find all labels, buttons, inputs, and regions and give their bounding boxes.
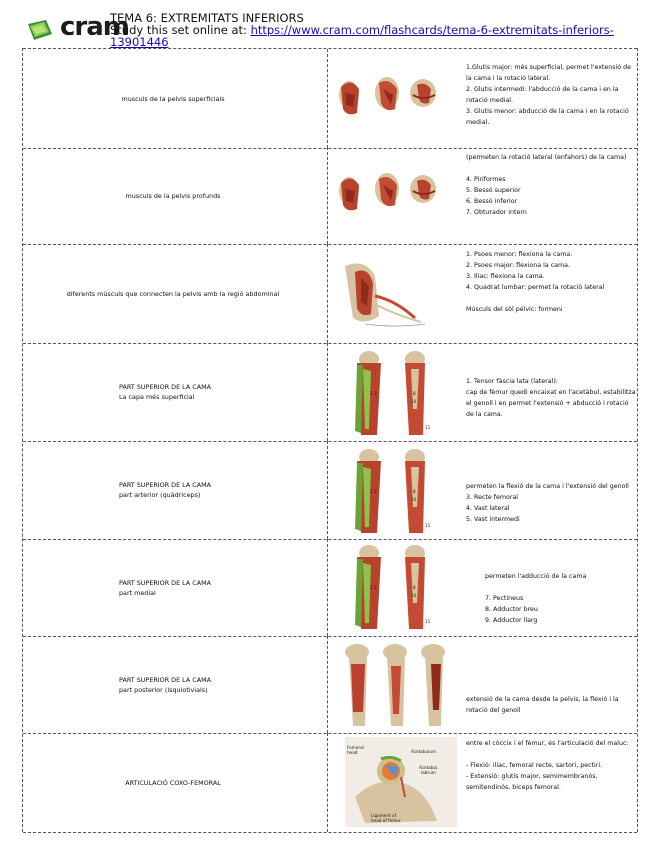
card-term-text: PART SUPERIOR DE LA CAMA part posterior (isquiotivials) bbox=[119, 675, 211, 694]
quadriceps-image bbox=[349, 447, 439, 537]
flashcard bbox=[23, 733, 637, 833]
svg-text:2: 2 bbox=[370, 489, 373, 494]
svg-text:3: 3 bbox=[374, 489, 377, 494]
label-ligament: Ligament of bbox=[371, 813, 397, 818]
deep-pelvis-muscles-image bbox=[333, 161, 443, 225]
gluteal-muscles-image bbox=[333, 65, 443, 127]
card-term-text: musculs de la pelvis profunds bbox=[125, 191, 221, 200]
svg-text:11: 11 bbox=[425, 619, 431, 624]
svg-text:10: 10 bbox=[411, 399, 417, 404]
label-acetabular-labrum: Acetabul. bbox=[419, 765, 439, 770]
flashcard bbox=[23, 147, 637, 245]
card-term bbox=[23, 733, 323, 832]
svg-text:2: 2 bbox=[370, 585, 373, 590]
card-divider bbox=[327, 441, 328, 539]
psoas-iliac-image bbox=[335, 256, 435, 332]
card-term-text: PART SUPERIOR DE LA CAMA part medial bbox=[119, 578, 211, 597]
card-definition: (permeten la rotació lateral (enfahors) de la cama) 4. Piriformes 5. Bessó superior 6. Bessó inferior 7. Obturador intern bbox=[466, 154, 627, 216]
card-term-text: diferents mùsculs que connecten la pelvis amb la regió abdominal bbox=[66, 289, 280, 298]
flashcard bbox=[23, 441, 637, 540]
card-term bbox=[23, 441, 323, 539]
hamstrings-image bbox=[339, 642, 451, 730]
svg-text:10: 10 bbox=[411, 593, 417, 598]
flashcard bbox=[23, 343, 637, 442]
card-divider bbox=[327, 539, 328, 636]
card-term-text: PART SUPERIOR DE LA CAMA La capa més superficial bbox=[119, 383, 211, 401]
flashcard bbox=[23, 244, 637, 344]
card-term bbox=[23, 49, 323, 148]
card-term bbox=[23, 147, 323, 244]
card-divider bbox=[327, 49, 328, 148]
cram-logo-text: cram bbox=[60, 12, 129, 42]
page-header bbox=[24, 10, 644, 50]
cram-logo[interactable] bbox=[24, 12, 129, 46]
card-term-text: PART SUPERIOR DE LA CAMA part arterior (quàdriceps) bbox=[119, 481, 211, 499]
card-definition: permeten l'adducció de la cama 7. Pectineus 8. Adductor breu 9. Adductor llarg bbox=[485, 573, 587, 624]
thigh-medial-image bbox=[349, 543, 439, 633]
card-term bbox=[23, 539, 323, 636]
svg-text:11: 11 bbox=[425, 523, 431, 528]
study-online-line bbox=[110, 24, 630, 48]
svg-text:11: 11 bbox=[425, 425, 431, 430]
card-divider bbox=[327, 733, 328, 832]
svg-text:8: 8 bbox=[413, 585, 416, 590]
svg-text:3: 3 bbox=[374, 391, 377, 396]
study-prefix: Study this set online at: bbox=[110, 23, 251, 37]
card-definition: entre el còccix i el fèmur, és l'articulació del maluc: - Flexió: iliac, femoral recte, sartori, pectiri. - Extensió: glutis major, semimembranós, semitendinós, biceps femoral. bbox=[466, 740, 629, 791]
card-term-text: ARTICULACIÓ COXO-FEMORAL bbox=[125, 778, 221, 787]
card-definition: 1. Psoes menor: flexiona la cama. 2. Psoes major: flexiona la cama. 3. Iliac: flexiona la cama. 4. Quadrat lumbar: permet la rotació lateral Músculs del sòl pélvic: formeni bbox=[466, 251, 605, 313]
svg-text:10: 10 bbox=[411, 497, 417, 502]
svg-text:8: 8 bbox=[413, 391, 416, 396]
card-divider bbox=[327, 244, 328, 343]
card-divider bbox=[327, 147, 328, 244]
flashcard-sheet bbox=[22, 48, 638, 832]
cram-logo-icon bbox=[26, 18, 54, 42]
flashcard bbox=[23, 636, 637, 734]
hip-joint-image bbox=[345, 737, 457, 827]
svg-text:labrum: labrum bbox=[421, 770, 436, 775]
card-term bbox=[23, 343, 323, 441]
svg-text:head of femur: head of femur bbox=[371, 818, 401, 823]
flashcard bbox=[23, 539, 637, 637]
card-term bbox=[23, 244, 323, 343]
svg-text:2: 2 bbox=[370, 391, 373, 396]
svg-text:3: 3 bbox=[374, 585, 377, 590]
svg-text:head: head bbox=[347, 750, 358, 755]
card-term-text: musculs de la pelvis superficials bbox=[121, 94, 225, 103]
card-definition: 1. Tensor fàscia lata (lateral): cap de fèmur quedi encaixat en l'acetàbul, estabilitza el genoll i en permet l'extensió + abducció i rotació de la cama. bbox=[466, 378, 636, 418]
study-link[interactable]: https://www.cram.com/flashcards/tema-6-extremitats-inferiors-13901446 bbox=[110, 23, 614, 49]
svg-text:8: 8 bbox=[413, 489, 416, 494]
card-divider bbox=[327, 343, 328, 441]
page-title: TEMA 6: EXTREMITATS INFERIORS bbox=[110, 11, 304, 25]
label-femoral-head: Femoral bbox=[347, 745, 364, 750]
card-definition: permeten la flexió de la cama i l'extensió del genoll 3. Recte femoral 4. Vast lateral 5. Vast intermedi bbox=[466, 483, 629, 523]
label-acetabulum: Acetabulum bbox=[411, 749, 437, 754]
card-divider bbox=[327, 636, 328, 733]
flashcard bbox=[23, 48, 637, 149]
card-definition: extensió de la cama desde la pelvis, la flexió i la rotació del genoll bbox=[466, 696, 619, 714]
card-definition: 1.Glutis major: més superficial, permet l'extensió de la cama i la rotació lateral. 2. Glutis intermedi: l'abducció de la cama i en la rotació medial. 3. Glutis menor: abducció de la cama i en la rotació medial. bbox=[466, 64, 632, 126]
card-term bbox=[23, 636, 323, 733]
thigh-superficial-image bbox=[349, 349, 439, 439]
